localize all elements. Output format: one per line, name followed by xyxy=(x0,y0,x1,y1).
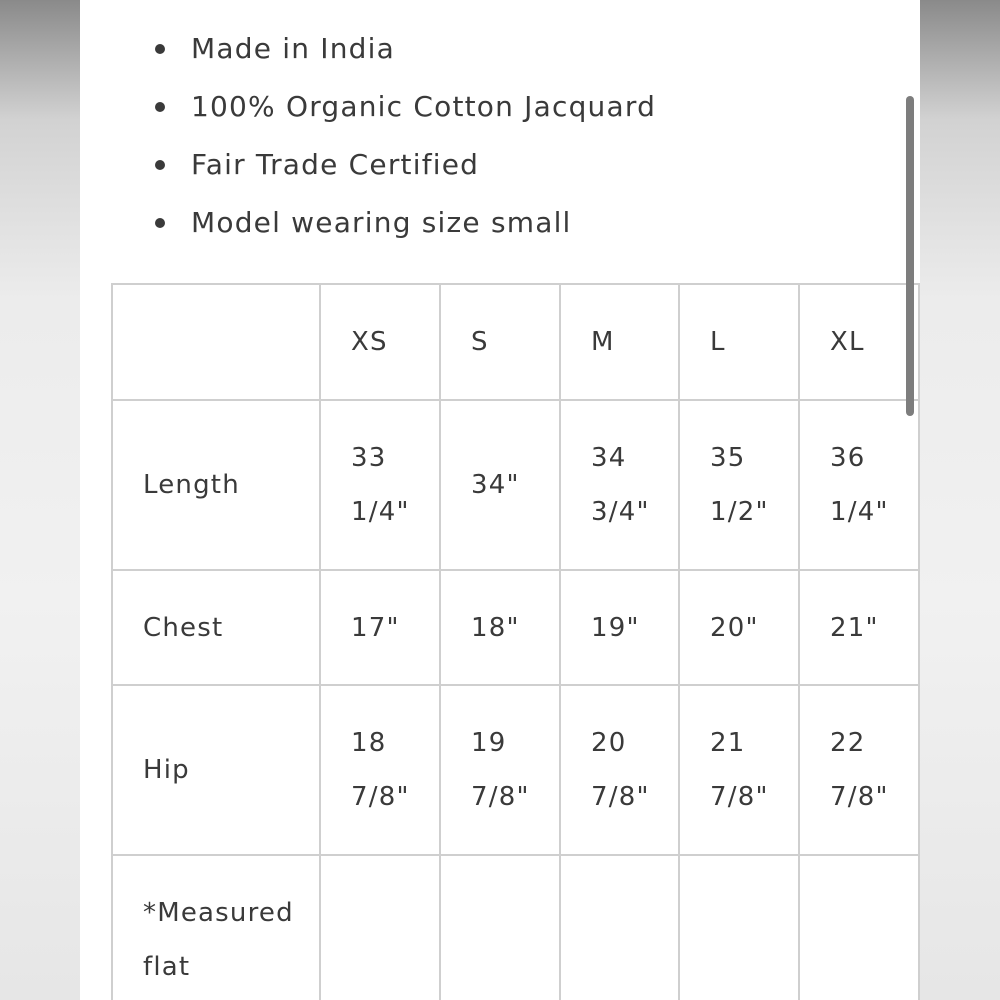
header-text: M xyxy=(591,327,615,357)
table-cell xyxy=(560,855,679,1000)
cell-value: 34 3/4" xyxy=(591,443,650,527)
table-row xyxy=(112,570,919,685)
feature-text: Model wearing size small xyxy=(191,206,572,239)
table-header-row xyxy=(112,284,919,400)
cell-value: 19" xyxy=(591,612,640,643)
table-cell xyxy=(320,570,440,685)
product-features-list xyxy=(155,20,656,252)
list-item xyxy=(155,78,656,136)
row-label-text: Hip xyxy=(143,755,190,785)
header-text: S xyxy=(471,327,489,357)
table-cell xyxy=(799,855,919,1000)
bullet-icon xyxy=(155,160,165,170)
cell-value: 20" xyxy=(710,612,759,643)
cell-value: 21 7/8" xyxy=(710,728,769,812)
cell-value: 35 1/2" xyxy=(710,443,769,527)
table-cell xyxy=(679,855,799,1000)
header-text: XS xyxy=(351,327,388,357)
table-cell xyxy=(799,570,919,685)
cell-value: 36 1/4" xyxy=(830,443,889,527)
cell-value: 17" xyxy=(351,612,400,643)
header-cell xyxy=(320,284,440,400)
feature-text: 100% Organic Cotton Jacquard xyxy=(191,90,657,123)
background-right xyxy=(920,0,1000,1000)
list-item xyxy=(155,136,656,194)
row-label xyxy=(112,685,320,855)
table-cell xyxy=(440,855,560,1000)
row-label xyxy=(112,570,320,685)
table-cell xyxy=(560,570,679,685)
cell-value: 33 1/4" xyxy=(351,443,410,527)
table-cell xyxy=(560,400,679,570)
list-item xyxy=(155,194,656,252)
bullet-icon xyxy=(155,102,165,112)
table-cell xyxy=(679,400,799,570)
table-cell xyxy=(799,685,919,855)
feature-text: Fair Trade Certified xyxy=(191,148,480,181)
table-cell xyxy=(440,570,560,685)
cell-value: 22 7/8" xyxy=(830,728,889,812)
header-cell xyxy=(112,284,320,400)
table-cell xyxy=(320,855,440,1000)
feature-text: Made in India xyxy=(191,32,395,65)
table-cell xyxy=(679,570,799,685)
row-label-text: *Measured flat xyxy=(143,898,294,982)
header-cell xyxy=(679,284,799,400)
table-row xyxy=(112,855,919,1000)
background-left xyxy=(0,0,80,1000)
table-cell xyxy=(440,685,560,855)
table-cell xyxy=(320,400,440,570)
cell-value: 21" xyxy=(830,612,879,643)
cell-value: 20 7/8" xyxy=(591,728,650,812)
bullet-icon xyxy=(155,218,165,228)
table-cell xyxy=(440,400,560,570)
row-label-text: Length xyxy=(143,470,240,500)
product-details-panel xyxy=(80,0,920,1000)
scrollbar-thumb[interactable] xyxy=(906,96,914,416)
header-text: L xyxy=(710,327,726,357)
header-text: XL xyxy=(830,327,865,357)
header-cell xyxy=(560,284,679,400)
cell-value: 19 7/8" xyxy=(471,728,530,812)
cell-value: 18 7/8" xyxy=(351,728,410,812)
table-cell xyxy=(799,400,919,570)
header-cell xyxy=(799,284,919,400)
table-row xyxy=(112,685,919,855)
table-cell xyxy=(679,685,799,855)
cell-value: 34" xyxy=(471,470,520,500)
bullet-icon xyxy=(155,44,165,54)
header-cell xyxy=(440,284,560,400)
table-cell xyxy=(320,685,440,855)
row-label xyxy=(112,855,320,1000)
row-label-text: Chest xyxy=(143,612,224,643)
cell-value: 18" xyxy=(471,612,520,643)
row-label xyxy=(112,400,320,570)
table-row xyxy=(112,400,919,570)
list-item xyxy=(155,20,656,78)
size-chart-table xyxy=(111,283,920,1000)
table-cell xyxy=(560,685,679,855)
